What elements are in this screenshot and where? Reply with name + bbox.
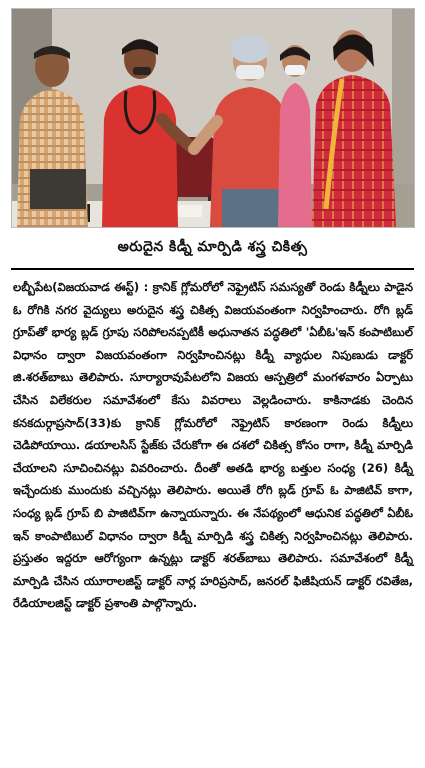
dateline: లబ్బీపేట(విజయవాడ ఈస్ట్) : <box>13 280 149 294</box>
headline-rule <box>11 268 414 270</box>
headline: అరుదైన కిడ్నీ మార్పిడి శస్త్ర చికిత్స <box>117 239 308 255</box>
article-body <box>13 276 413 615</box>
news-photo <box>11 8 415 228</box>
article-text: క్రానిక్ గ్లోమరోలో నెఫ్రైటిస్ సమస్యతో రెండు కిడ్నీలు పాడైన ఓ రోగికి నగర వైద్యులు అరుదైన శస్త్ర చికిత్స విజయవంతంగా నిర్వహించారు. రోగి బ్లడ్ గ్రూప్‌తో భార్య బ్లడ్ గ్రూపు సరిపోలనప్పటికీ అధునాతన పద్ధతిలో 'ఏబీఓ'ఇన్ కంపాటిబుల్ విధానం ద్వారా విజయవంతంగా నిర్వహించినట్లు కిడ్నీ వ్యాధుల నిపుణుడు డాక్టర్ జి.శరత్‌బాబు తెలిపారు. సూర్యారావుపేటలోని విజయ ఆస్పత్రిలో మంగళవారం ఏర్పాటు చేసిన విలేకరుల సమావేశంలో కేసు వివరాలు వెల్లడించారు. కాకినాడకు చెందిన కనకదుర్గాప్రసాద్(33)కు క్రానిక్ గ్లోమరోలో నెఫ్రైటిస్ కారణంగా రెండు కిడ్నీలు చెడిపోయాయి. డయాలసిస్ స్టేజ్‌కు చేరుకోగా ఈ దశలో చికిత్స కోసం రాగా, కిడ్నీ మార్పిడి చేయాలని సూచించినట్లు వివరించారు. దీంతో అతడి భార్య బత్తుల సంధ్య (26) కిడ్నీ ఇచ్చేందుకు ముందుకు వచ్చినట్లు తెలిపారు. అయితే రోగి బ్లడ్ గ్రూప్ ఓ పాజిటివ్ కాగా, సంధ్య బ్లడ్ గ్రూప్ బి పాజిటివ్‌గా ఉన్నాయన్నారు. ఈ నేపథ్యంలో ఆధునిక పద్ధతిలో ఏబీఓ ఇన్ కాంపాటిబుల్ విధానం ద్వారా కిడ్నీ మార్పిడి శస్త్ర చికిత్స నిర్వహించినట్లు తెలిపారు. ప్రస్తుతం ఇద్దరూ ఆరోగ్యంగా ఉన్నట్లు డాక్టర్ శరత్‌బాబు తెలిపారు. సమావేశంలో కిడ్నీ మార్పిడి చేసిన యూరాలజిస్ట్ డాక్టర్ నార్ల హరిప్రసాద్, జనరల్ ఫిజీషియన్ డాక్టర్ రవితేజ, రేడియాలజిస్ట్ డాక్టర్ ప్రశాంతి పాల్గొన్నారు. <box>13 280 413 611</box>
